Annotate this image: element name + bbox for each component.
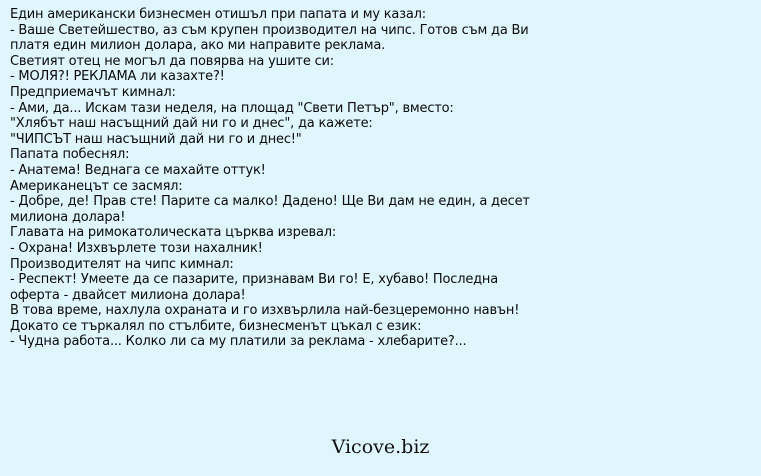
joke-line: - Ваше Светейшество, аз съм крупен производител на чипс. Готов съм да Ви xyxy=(10,22,529,38)
joke-line: Главата на римокатолическата църква изревал: xyxy=(10,225,337,241)
joke-line: - Добре, де! Прав сте! Парите са малко! Дадено! Ще Ви дам не един, а десет xyxy=(10,194,530,210)
joke-text xyxy=(10,7,755,350)
joke-line: Производителят на чипс кимнал: xyxy=(10,256,234,272)
joke-line: "Хлябът наш насъщний дай ни го и днес", да кажете: xyxy=(10,116,373,132)
joke-line: Докато се търкалял по стълбите, бизнесменът цъкал с език: xyxy=(10,318,422,334)
joke-line: - Чудна работа... Колко ли са му платили за реклама - хлебарите?... xyxy=(10,334,467,350)
joke-line: Светият отец не могъл да повярва на ушите си: xyxy=(10,53,334,69)
joke-line: - Респект! Умеете да се пазарите, признавам Ви го! Е, хубаво! Последна xyxy=(10,272,498,288)
joke-line: "ЧИПСЪТ наш насъщний дай ни го и днес!" xyxy=(10,131,302,147)
joke-line: милиона долара! xyxy=(10,209,126,225)
joke-line: - Охрана! Изхвърлете този нахалник! xyxy=(10,240,263,256)
joke-line: Един американски бизнесмен отишъл при папата и му казал: xyxy=(10,7,426,22)
joke-line: - Анатема! Веднага се махайте оттук! xyxy=(10,162,266,178)
joke-line: - Ами, да... Искам тази неделя, на площад "Свети Петър", вместо: xyxy=(10,100,454,116)
site-watermark: Vicove.biz xyxy=(331,436,430,458)
joke-line: платя един милион долара, ако ми направите реклама. xyxy=(10,38,386,54)
joke-line: Папата побеснял: xyxy=(10,147,130,163)
joke-line: Предприемачът кимнал: xyxy=(10,84,176,100)
joke-line: - МОЛЯ?! РЕКЛАМА ли казахте?! xyxy=(10,69,225,85)
joke-line: оферта - двайсет милиона долара! xyxy=(10,287,246,303)
joke-line: Американецът се засмял: xyxy=(10,178,183,194)
joke-line: В това време, нахлула охраната и го изхвърлила най-безцеремонно навън! xyxy=(10,303,520,319)
